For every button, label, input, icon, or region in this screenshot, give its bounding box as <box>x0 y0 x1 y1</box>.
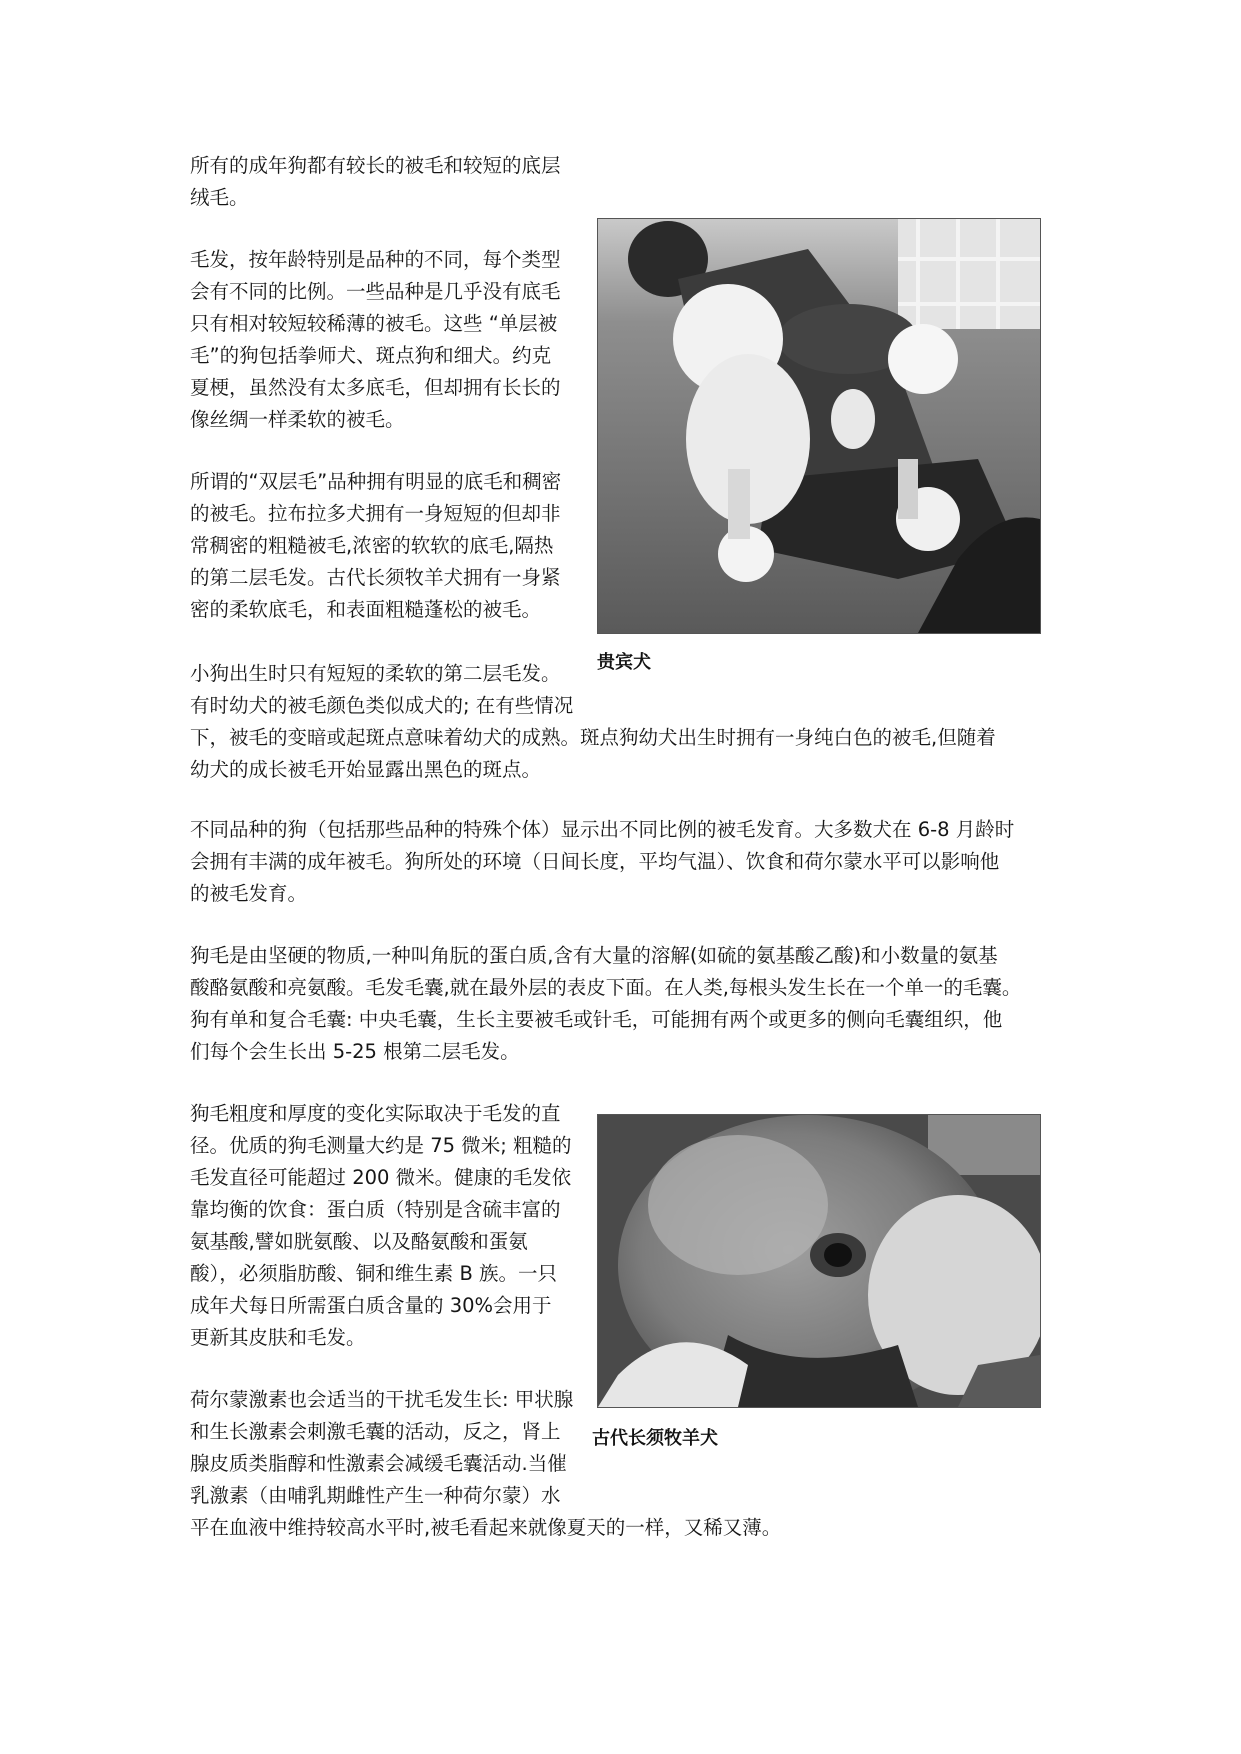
paragraph-adult-coat: 所有的成年狗都有较长的被毛和较短的底层 绒毛。 <box>190 154 561 209</box>
paragraph-hormones-a: 荷尔蒙激素也会适当的干扰毛发生长: 甲状腺 和生长激素会刺激毛囊的活动，反之，肾上 腺皮质类脂醇和性激素会减缓毛囊活动.当催 乳激素（由哺乳期雌性产生一种荷尔蒙）水 <box>190 1388 574 1507</box>
paragraph-puppy-coat-a: 小狗出生时只有短短的柔软的第二层毛发。 有时幼犬的被毛颜色类似成犬的; 在有些情况 <box>190 662 574 717</box>
paragraph-coat-development: 不同品种的狗（包括那些品种的特殊个体）显示出不同比例的被毛发育。大多数犬在 6-8 月龄时 会拥有丰满的成年被毛。狗所处的环境（日间长度，平均气温）、饮食和荷尔蒙水平可以影响他 的被毛发育。 <box>190 818 1015 905</box>
paragraph-double-coat: 所谓的“双层毛”品种拥有明显的底毛和稠密 的被毛。拉布拉多犬拥有一身短短的但却非 常稠密的粗糙被毛,浓密的软软的底毛,隔热 的第二层毛发。古代长须牧羊犬拥有一身紧 密的柔软底毛，和表面粗糙蓬松的被毛。 <box>190 470 562 621</box>
paragraph-hormones-b: 平在血液中维持较高水平时,被毛看起来就像夏天的一样，又稀又薄。 <box>190 1516 782 1539</box>
bearded-collie-caption: 古代长须牧羊犬 <box>592 1428 718 1449</box>
paragraph-hair-composition: 狗毛是由坚硬的物质,一种叫角朊的蛋白质,含有大量的溶解(如硫的氨基酸乙酸)和小数量的氨基 酸酪氨酸和亮氨酸。毛发毛囊,就在最外层的表皮下面。在人类,每根头发生长在一个单一的毛囊。 狗有单和复合毛囊: 中央毛囊，生长主要被毛或针毛，可能拥有两个或更多的侧向毛囊组织，他 们每个会生长出 5-25 根第二层毛发。 <box>190 944 1022 1063</box>
paragraph-puppy-coat-b: 下，被毛的变暗或起斑点意味着幼犬的成熟。斑点狗幼犬出生时拥有一身纯白色的被毛,但随着 幼犬的成长被毛开始显露出黑色的斑点。 <box>190 726 996 781</box>
poodle-caption: 贵宾犬 <box>597 652 651 673</box>
poodle-photo <box>597 218 1041 634</box>
paragraph-coat-ratio: 毛发，按年龄特别是品种的不同，每个类型 会有不同的比例。一些品种是几乎没有底毛 只有相对较短较稀薄的被毛。这些 “单层被 毛”的狗包括拳师犬、斑点狗和细犬。约克 夏梗，虽然没有太多底毛，但却拥有长长的 像丝绸一样柔软的被毛。 <box>190 248 561 431</box>
paragraph-hair-thickness: 狗毛粗度和厚度的变化实际取决于毛发的直 径。优质的狗毛测量大约是 75 微米; 粗糙的 毛发直径可能超过 200 微米。健康的毛发依 靠均衡的饮食：蛋白质（特别是含硫丰富的 氨基酸,譬如胱氨酸、以及酪氨酸和蛋氨 酸），必须脂肪酸、铜和维生素 B 族。一只 成年犬每日所需蛋白质含量的 30%会用于 更新其皮肤和毛发。 <box>190 1102 572 1349</box>
bearded-collie-photo <box>597 1114 1041 1408</box>
